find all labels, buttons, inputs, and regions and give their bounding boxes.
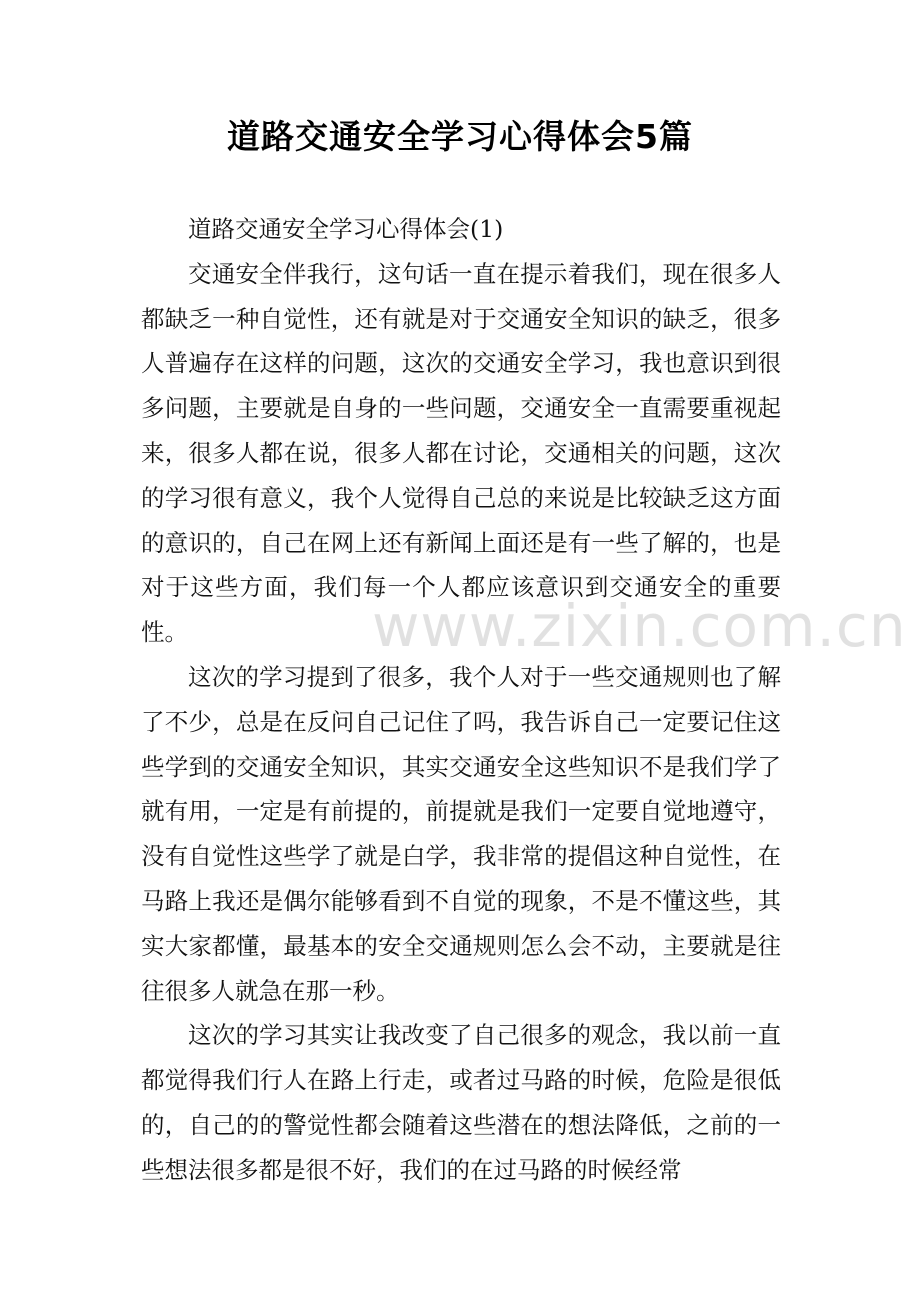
watermark: www.zixin.com.cn bbox=[372, 592, 907, 660]
document-title: 道路交通安全学习心得体会5篇 bbox=[227, 117, 693, 156]
paragraph-1: 交通安全伴我行，这句话一直在提示着我们，现在很多人都缺乏一种自觉性，还有就是对于交通安全知识的缺乏，很多人普遍存在这样的问题，这次的交通安全学习，我也意识到很多问题，主要就是自身的一些问题，交通安全一直需要重视起来，很多人都在说，很多人都在讨论，交通相关的问题，这次的学习很有意义，我个人觉得自己总的来说是比较缺乏这方面的意识的，自己在网上还有新闻上面还是有一些了解的，也是对于这些方面，我们每一个人都应该意识到交通安全的重要性。 bbox=[141, 259, 781, 647]
section-subheading: 道路交通安全学习心得体会(1) bbox=[188, 215, 504, 243]
paragraph-2: 这次的学习提到了很多，我个人对于一些交通规则也了解了不少，总是在反问自己记住了吗，我告诉自己一定要记住这些学到的交通安全知识，其实交通安全这些知识不是我们学了就有用，一定是有前提的，前提就是我们一定要自觉地遵守，没有自觉性这些学了就是白学，我非常的提倡这种自觉性，在马路上我还是偶尔能够看到不自觉的现象，不是不懂这些，其实大家都懂，最基本的安全交通规则怎么会不动，主要就是往往很多人就急在那一秒。 bbox=[141, 662, 781, 1005]
document-body bbox=[141, 207, 781, 1193]
paragraph-3: 这次的学习其实让我改变了自己很多的观念，我以前一直都觉得我们行人在路上行走，或者过马路的时候，危险是很低的，自己的的警觉性都会随着这些潜在的想法降低，之前的一些想法很多都是很不好，我们的在过马路的时候经常 bbox=[141, 1021, 781, 1184]
